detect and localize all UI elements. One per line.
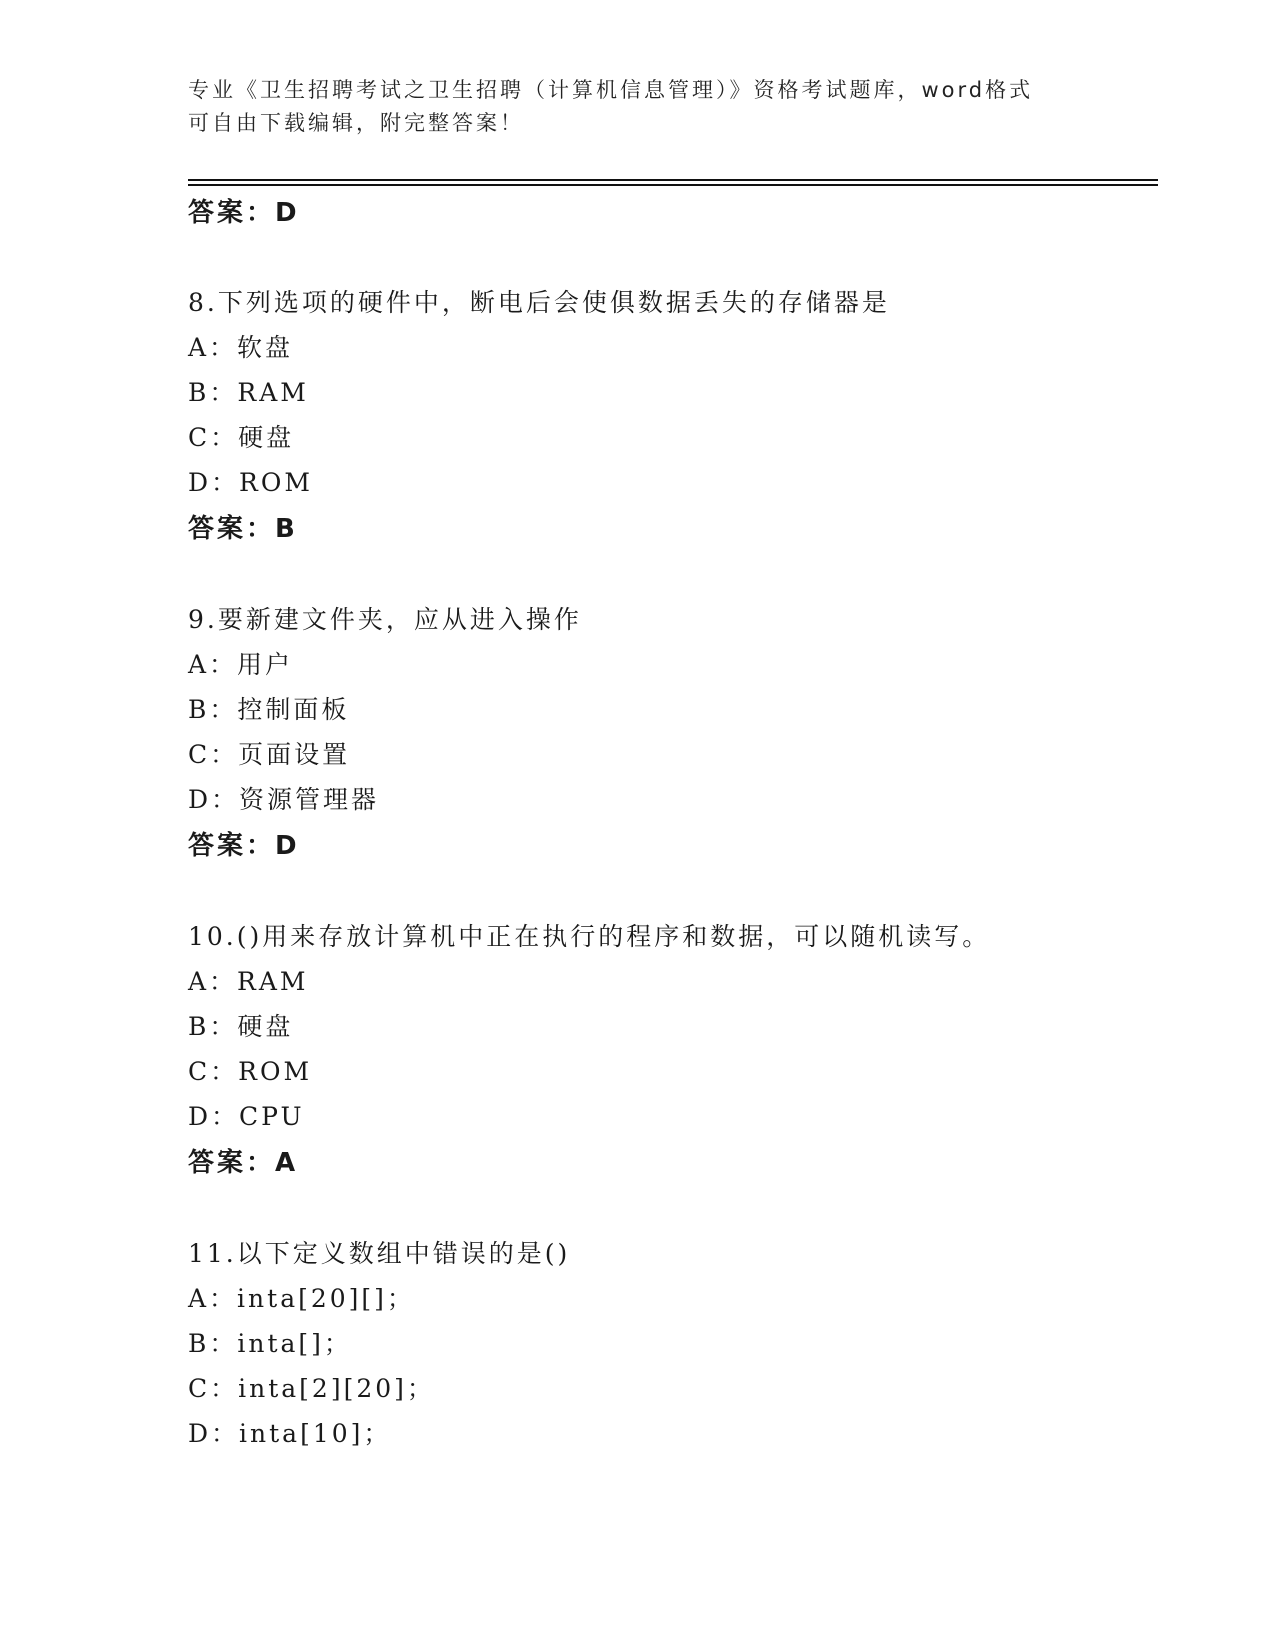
option-d: D：资源管理器: [188, 785, 380, 814]
question-stem: 10.()用来存放计算机中正在执行的程序和数据，可以随机读写。: [188, 922, 991, 951]
document-header: [188, 74, 1088, 140]
header-line-1: 专业《卫生招聘考试之卫生招聘（计算机信息管理）》资格考试题库，word格式: [188, 78, 1034, 102]
question-stem: 11.以下定义数组中错误的是(): [188, 1239, 571, 1268]
header-line-2: 可自由下载编辑，附完整答案！: [188, 111, 524, 135]
option-c: C：硬盘: [188, 423, 295, 452]
answer-line: 答案：D: [188, 198, 300, 228]
answer-line: 答案：D: [188, 831, 300, 861]
option-a: A：用户: [188, 650, 294, 679]
question-stem: 8.下列选项的硬件中，断电后会使俱数据丢失的存储器是: [188, 288, 890, 317]
option-a: A：软盘: [188, 333, 294, 362]
option-b: B：硬盘: [188, 1012, 294, 1041]
question-stem: 9.要新建文件夹，应从进入操作: [188, 605, 582, 634]
option-b: B：RAM: [188, 378, 309, 407]
option-b: B：inta[]；: [188, 1329, 352, 1358]
option-c: C：页面设置: [188, 740, 351, 769]
header-divider-bottom: [188, 184, 1158, 186]
option-d: D：CPU: [188, 1102, 305, 1131]
option-c: C：ROM: [188, 1057, 313, 1086]
option-d: D：inta[10]；: [188, 1419, 392, 1448]
option-a: A：RAM: [188, 967, 309, 996]
option-d: D：ROM: [188, 468, 313, 497]
option-c: C：inta[2][20]；: [188, 1374, 435, 1403]
option-b: B：控制面板: [188, 695, 350, 724]
option-a: A：inta[20][]；: [188, 1284, 415, 1313]
answer-line: 答案：B: [188, 514, 298, 544]
answer-line: 答案：A: [188, 1148, 299, 1178]
header-divider-top: [188, 179, 1158, 181]
